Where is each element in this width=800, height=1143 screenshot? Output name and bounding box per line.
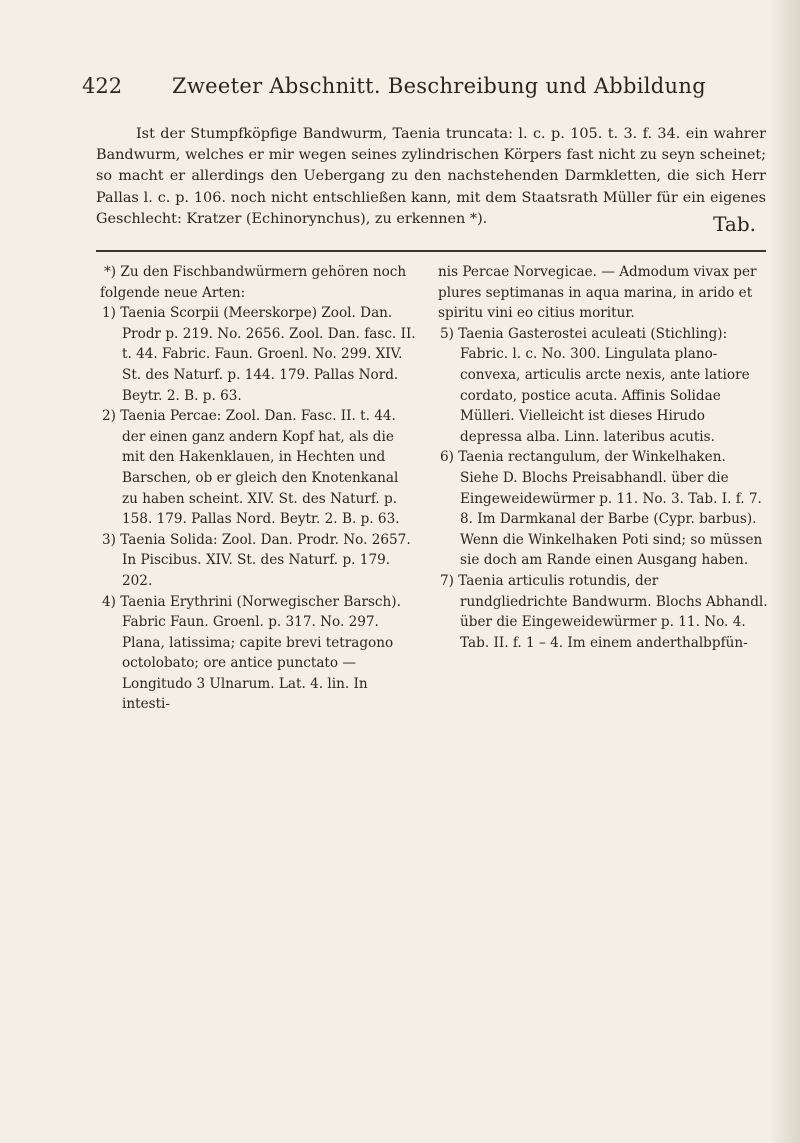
intro-paragraph-block <box>96 124 766 230</box>
catchword: Tab. <box>713 212 756 236</box>
footnote-rule <box>96 250 766 252</box>
footnote-left-column <box>100 262 418 715</box>
page-number: 422 <box>82 74 123 98</box>
intro-paragraph: Ist der Stumpfköpfige Bandwurm, Taenia truncata: l. c. p. 105. t. 3. f. 34. ein wahrer Bandwurm, welches er mir wegen seines zylindrischen Körpers fast nicht zu seyn scheinet; so macht er allerdings den Uebergang zu den nachstehenden Darmkletten, die sich Herr Pallas l. c. p. 106. noch nicht entschließen kann, mit dem Staatsrath Müller für ein eigenes Geschlecht: Kratzer (Echinorynchus), zu erkennen *). <box>96 126 766 227</box>
footnote-entry-3: 3) Taenia Solida: Zool. Dan. Prodr. No. 2657. In Piscibus. XIV. St. des Naturf. p. 179. 202. <box>102 531 411 589</box>
footnote-entry-5: 5) Taenia Gasterostei aculeati (Stichling): Fabric. l. c. No. 300. Lingulata plano-convexa, articulis arcte nexis, ante latiore cordato, postice acuta. Affinis Solidae Mülleri. Vielleicht ist dieses Hirudo depressa alba. Linn. lateribus acutis. <box>440 325 750 445</box>
footnote-entry-4: 4) Taenia Erythrini (Norwegischer Barsch). Fabric Faun. Groenl. p. 317. No. 297. Plana, latissima; capite brevi tetragono octolobato; ore antice punctato — Longitudo 3 Ulnarum. Lat. 4. lin. In intesti- <box>102 593 401 713</box>
page-edge-shadow <box>770 0 800 1143</box>
page-header <box>82 74 762 108</box>
footnote-intro: *) Zu den Fischbandwürmern gehören noch folgende neue Arten: <box>100 264 407 301</box>
running-title: Zweeter Abschnitt. Beschreibung und Abbildung <box>172 74 706 98</box>
footnote-entry-6: 6) Taenia rectangulum, der Winkelhaken. Siehe D. Blochs Preisabhandl. über die Eingeweidewürmer p. 11. No. 3. Tab. I. f. 7. 8. Im Darmkanal der Barbe (Cypr. barbus). Wenn die Winkelhaken Poti sind; so müssen sie doch am Rande einen Ausgang haben. <box>440 449 763 569</box>
footnote-right-column <box>438 262 768 653</box>
footnote-continuation: nis Percae Norvegicae. — Admodum vivax per plures septimanas in aqua marina, in arido et spiritu vini eo citius moritur. <box>438 264 757 322</box>
footnote-entry-7: 7) Taenia articulis rotundis, der rundgliedrichte Bandwurm. Blochs Abhandl. über die Eingeweidewürmer p. 11. No. 4. Tab. II. f. 1 – 4. Im einem anderthalbpfün- <box>440 572 768 651</box>
footnote-entry-1: 1) Taenia Scorpii (Meerskorpe) Zool. Dan. Prodr p. 219. No. 2656. Zool. Dan. fasc. II. t. 44. Fabric. Faun. Groenl. No. 299. XIV. St. des Naturf. p. 144. 179. Pallas Nord. Beytr. 2. B. p. 63. <box>102 305 416 404</box>
footnote-entry-2: 2) Taenia Percae: Zool. Dan. Fasc. II. t. 44. der einen ganz andern Kopf hat, als die mit den Hakenklauen, in Hechten und Barschen, ob er gleich den Knotenkanal zu haben scheint. XIV. St. des Naturf. p. 158. 179. Pallas Nord. Beytr. 2. B. p. 63. <box>102 408 400 528</box>
